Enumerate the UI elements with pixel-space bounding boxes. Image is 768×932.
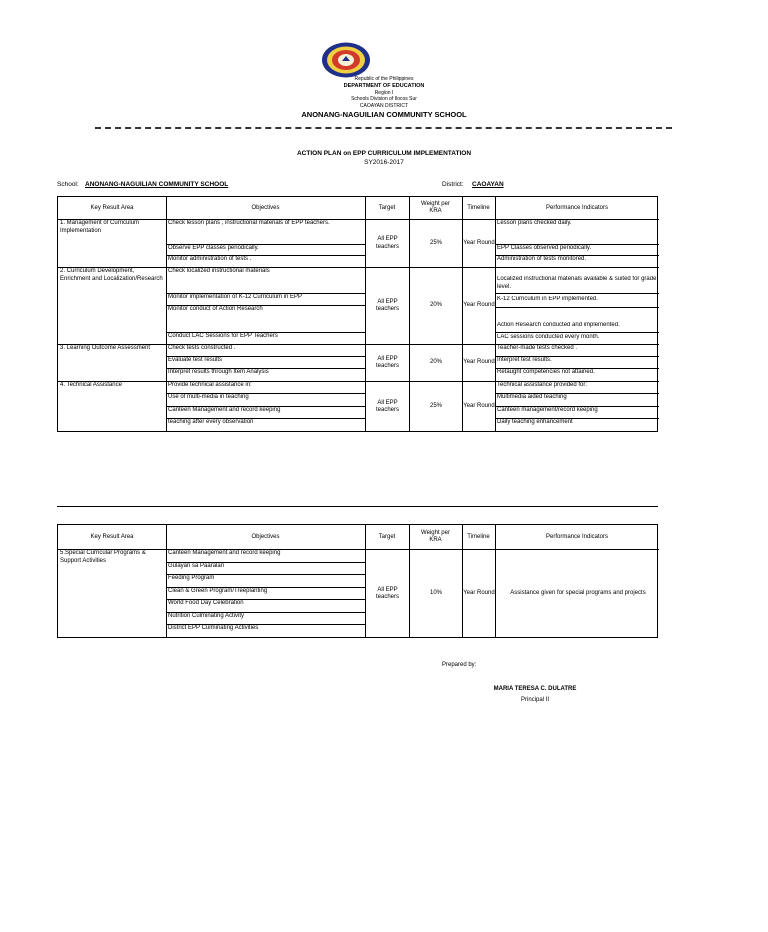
objective-cell: Monitor implementation of K-12 Curriculum in EPP	[168, 294, 303, 300]
target-cell: All EPP teachers	[375, 586, 399, 600]
district-value: CAOAYAN	[472, 181, 504, 188]
indicator-cell: Action Research conducted and implemented.	[497, 322, 620, 328]
objective-cell: Monitor conduct of Action Research	[168, 306, 263, 312]
indicator-cell: Multimedia aided teaching	[497, 394, 567, 400]
objective-cell: Check lesson plans , instructional materials of EPP teachers.	[168, 220, 330, 226]
school-value: ANONANG-NAGUILIAN COMMUNITY SCHOOL	[85, 181, 229, 188]
target-cell: All EPP teachers	[375, 399, 399, 413]
objective-cell: teaching after every observation	[168, 419, 254, 425]
timeline-cell: Year Round	[463, 239, 495, 246]
timeline-cell: Year Round	[463, 302, 495, 309]
objective-cell: Check tests constructed .	[168, 345, 236, 351]
timeline-cell: Year Round	[463, 403, 495, 410]
timeline-cell: Year Round	[463, 590, 495, 597]
col-header-indicators: Performance Indicators	[545, 204, 609, 211]
weight-cell: 10%	[429, 590, 442, 597]
deped-seal-logo	[321, 42, 371, 78]
district-text: CAOAYAN DISTRICT	[359, 103, 409, 109]
objective-cell: Check localized instructional materials	[168, 268, 270, 274]
indicator-cell: Interpret test results.	[497, 357, 552, 363]
col-header-kra: Key Result Area	[90, 533, 134, 540]
col-header-weight: Weight per KRA	[421, 530, 450, 543]
region-text: Region I	[374, 90, 394, 96]
page-divider	[57, 506, 658, 507]
col-header-kra: Key Result Area	[90, 204, 134, 211]
header-divider	[95, 127, 672, 129]
objective-cell: Evaluate test results	[168, 357, 223, 363]
objective-cell: Monitor administration of tests .	[168, 256, 252, 262]
school-name-heading: ANONANG-NAGUILIAN COMMUNITY SCHOOL	[301, 110, 467, 119]
target-cell: All EPP teachers	[375, 298, 399, 312]
kra-cell: 1. Management of Curriculum Implementation	[60, 220, 140, 234]
weight-cell: 20%	[429, 359, 442, 366]
target-cell: All EPP teachers	[375, 355, 399, 369]
kra-cell: 4. Technical Assistance	[60, 382, 122, 388]
indicator-cell: Lesson plans checked daily.	[497, 220, 572, 226]
objective-cell: Conduct LAC Sessions for EPP Teachers	[168, 333, 278, 339]
document-title: ACTION PLAN on EPP CURRICULUM IMPLEMENTATION	[296, 150, 472, 157]
signatory-name: MARIA TERESA C. DULATRE	[493, 686, 577, 692]
objective-cell: Canteen Management and record keeping	[168, 407, 281, 413]
objective-cell: Observe EPP classes periodically.	[168, 245, 259, 251]
signatory-position: Principal II	[520, 697, 549, 703]
republic-text: Republic of the Philippines	[354, 76, 414, 82]
indicator-cell: EPP Classes observed periodically.	[497, 245, 592, 251]
indicator-cell: Daily teaching enhancement	[497, 419, 573, 425]
objective-cell: Provide technical assistance in:	[168, 382, 252, 388]
school-year: SY2016-2017	[364, 159, 404, 166]
kra-cell: 3. Learning Outcome Assessment	[60, 345, 151, 351]
objective-cell: Clean & Green Program/Treeplanting	[168, 588, 268, 594]
indicator-cell: Technical assistance provided for:	[497, 382, 588, 388]
objective-cell: World Food Day Celebration	[168, 600, 244, 606]
col-header-timeline: Timeline	[467, 204, 490, 211]
timeline-cell: Year Round	[463, 359, 495, 366]
col-header-indicators: Performance Indicators	[545, 533, 609, 540]
kra-cell: 5.Special Curricular Programs & Support Activities	[60, 550, 146, 564]
objective-cell: Gulayan sa Paaralan	[168, 563, 225, 569]
indicator-cell: Administration of tests monitored.	[497, 256, 587, 262]
district-label: District:	[442, 181, 464, 188]
indicator-cell: K-12 Curriculum in EPP implemented.	[497, 296, 598, 302]
target-cell: All EPP teachers	[375, 236, 399, 250]
col-header-objectives: Objectives	[251, 204, 280, 211]
col-header-objectives: Objectives	[251, 533, 280, 540]
weight-cell: 25%	[429, 239, 442, 246]
col-header-weight: Weight per KRA	[421, 201, 450, 214]
division-text: Schools Division of Ilocos Sur	[351, 96, 417, 102]
objective-cell: Interpret results through Item Analysis	[168, 369, 269, 375]
col-header-timeline: Timeline	[467, 533, 490, 540]
col-header-target: Target	[378, 204, 396, 211]
indicator-cell: Retaught competencies not attained.	[497, 369, 595, 375]
indicator-cell: Assistance given for special programs and projects	[510, 590, 646, 597]
objective-cell: Canteen Management and record keeping	[168, 550, 281, 556]
school-label: School:	[57, 181, 79, 188]
indicator-cell: Localized instructional materials available & suited for grade level.	[497, 276, 657, 290]
indicator-cell: Teacher-made tests checked .	[497, 345, 578, 351]
special-programs-table	[57, 524, 658, 638]
objective-cell: Use of multi-media in teaching	[168, 394, 249, 400]
indicator-cell: LAC sessions conducted every month.	[497, 334, 600, 340]
objective-cell: Nutrition Culminating Activity	[168, 613, 245, 619]
indicator-cell: Canteen management/record keeping	[497, 407, 598, 413]
objective-cell: Feeding Program	[168, 575, 215, 581]
prepared-by-label: Prepared by:	[442, 662, 477, 668]
col-header-target: Target	[378, 533, 396, 540]
objective-cell: District EPP Culminating Activities	[168, 625, 259, 631]
weight-cell: 25%	[429, 403, 442, 410]
kra-cell: 2. Curriculum Development, Enrichment and Localization/Research	[60, 268, 163, 282]
department-text: DEPARTMENT OF EDUCATION	[343, 83, 425, 89]
weight-cell: 20%	[429, 302, 442, 309]
action-plan-table	[57, 196, 658, 432]
